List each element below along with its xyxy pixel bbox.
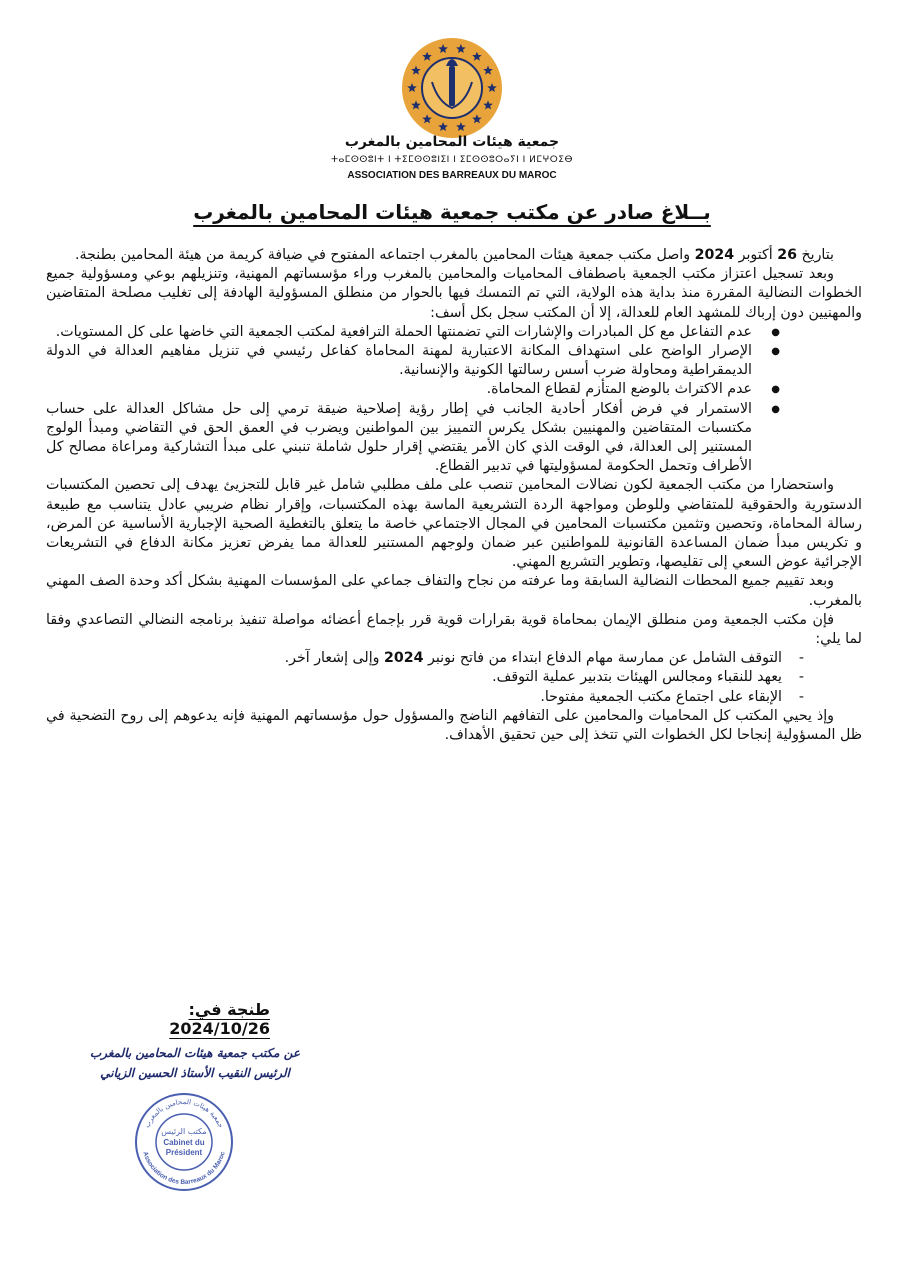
paragraph-intro — [46, 246, 862, 265]
decision-1-text-b: وإلى إشعار آخر. — [284, 650, 385, 667]
president-stamp — [132, 1090, 236, 1194]
paragraph-6: وإذ يحيي المكتب كل المحاميات والمحامين على التفافهم الناضج والمسؤول حول مؤسساتهم المهنية فإنه يدعوهم إلى روح التضحية في ظل المسؤولية إنجاحا لكل الخطوات التي تتخذ إلى حين تحقيق الأهداف. — [46, 707, 862, 744]
stamp-french-line-2: Président — [165, 1148, 203, 1157]
decision-list — [46, 649, 862, 707]
date-label: طنجة في: — [188, 1000, 270, 1019]
list-item: - الإبقاء على اجتماع مكتب الجمعية مفتوحا. — [46, 688, 862, 707]
date-line — [90, 1000, 270, 1038]
paragraph-3: واستحضارا من مكتب الجمعية لكون نضالات المحامين تنصب على ملف مطلبي شامل غير قابل للتجزيئ يهدف إلى تحصين المكتسبات الدستورية والحقوقية للمتقاضي وللوطن ومواجهة الردة التشريعية الماسة بهذه المكتسبات، وإقرار نظام ضريبي عادل يتناسب مع طبيعة رسالة المحاماة، وتحصين وتثمين مكتسبات المحامين في المجال الاجتماعي خاصة ما يتعلق بالتغطية الصحية الإجبارية الأساسية عن المرض، و تكريس مبدأ ضمان المساعدة القانونية للمواطنين عبر ضمان ولوجهم المستنير للعدالة مما يفرض تعزيز مكانة الدفاع في التشريعات الإجرائية عوض السعي إلى تقليصها، وتطوير التشريع المهني. — [46, 477, 862, 571]
intro-year: 2024 — [694, 247, 735, 263]
list-item: ● عدم التفاعل مع كل المبادرات والإشارات التي تضمنتها الحملة الترافعية لمكتب الجمعية التي خاضها على كل المستويات. — [46, 323, 862, 342]
decision-1-text-a: التوقف الشامل عن ممارسة مهام الدفاع ابتداء من فاتح نونبر — [423, 650, 782, 667]
list-item: ● الإصرار الواضح على استهداف المكانة الاعتبارية لمهنة المحاماة كفاعل رئيسي في تنزيل مفاهيم العدالة في الدولة الديمقراطية ومحاولة ضرب أسس رسالتها الكونية والإنسانية. — [46, 342, 862, 380]
list-item: ● عدم الاكتراث بالوضع المتأزم لقطاع المحاماة. — [46, 380, 862, 399]
logo-name-tifinagh: ⵜⴰⵎⵙⵙⵓⵏⵜ ⵏ ⵜⵉⵎⵙⵙⵓⵏⵉⵏ ⵏ ⵉⵎⵙⵙⵓⵔⴰⵢⵏ ⵏ ⵍⵎⵖⵔⵉⴱ — [331, 155, 573, 165]
intro-day: 26 — [777, 247, 797, 263]
list-item — [46, 649, 862, 668]
association-logo — [400, 36, 504, 140]
statement-body — [46, 246, 862, 745]
page-title: بــلاغ صادر عن مكتب جمعية هيئات المحامين بالمغرب — [193, 200, 711, 224]
paragraph-2: وبعد تسجيل اعتزاز مكتب الجمعية باصطفاف المحاميات والمحامين بالمغرب وراء مؤسساتهم المهنية، وتنزيلهم بوعي ومسؤولية جميع الخطوات النضالية المقررة منذ بداية هذه الولاية، التي تم التمسك فيها بالحوار من منطلق المسؤولية الهادفة إلى تغليب مصلحة المتقاضين والمهنيين دون إرباك للمشهد العام للعدالة، إلا أن المكتب سجل بكل أسف: — [46, 266, 862, 321]
logo-name-french: ASSOCIATION DES BARREAUX DU MAROC — [347, 170, 557, 181]
decision-1-year: 2024 — [384, 650, 424, 667]
logo-torch-icon — [449, 66, 455, 106]
stamp-ring-french: Association des Barreaux du Maroc — [141, 1150, 227, 1187]
paragraph-5: فإن مكتب الجمعية ومن منطلق الإيمان بمحاماة قوية بقرارات قوية قرر بإجماع أعضائه مواصلة تنفيذ برنامجه النضالي التصاعدي وفقا لما يلي: — [46, 611, 862, 648]
stamp-french-line-1: Cabinet du — [163, 1138, 205, 1147]
intro-text-a: بتاريخ — [796, 247, 834, 263]
list-item: - يعهد للنقباء ومجالس الهيئات بتدبير عملية التوقف. — [46, 668, 862, 687]
date-value: 2024/10/26 — [169, 1019, 270, 1038]
intro-text-b: أكتوبر — [734, 247, 778, 263]
paragraph-4: وبعد تقييم جميع المحطات النضالية السابقة وما عرفته من نجاح والتفاف جماعي على المؤسسات المهنية بشكل أكد وحدة الصف المهني بالمغرب. — [46, 573, 862, 609]
stamp-seal-icon — [132, 1090, 236, 1194]
logo-emblem-icon — [400, 36, 504, 140]
list-item: ● الاستمرار في فرض أفكار أحادية الجانب في إطار رؤية إصلاحية ضيقة ترمي إلى حل مشاكل العدالة على حساب مكتسبات المتقاضين والمهنيين بشكل يكرس التمييز بين المواطنين ويضرب في العمق الحق في التقاضي ومبدأ الولوج المستنير إلى العدالة، في الوقت الذي كان الأمر يقتضي إقرار حلول شاملة تنبني على مبدأ التشاركية ومراعاة مصالح كل الأطراف وتحمل الحكومة لمسؤوليتها في تدبير القطاع. — [46, 400, 862, 477]
intro-text-c: واصل مكتب جمعية هيئات المحامين بالمغرب اجتماعه المفتوح في ضيافة كريمة من هيئة المحامين بطنجة. — [75, 247, 695, 263]
grievance-list — [46, 323, 862, 477]
stamp-ring-arabic: جمعية هيئات المحامين بالمغرب — [143, 1097, 225, 1130]
logo-name-arabic: جمعية هيئات المحامين بالمغرب — [344, 134, 560, 150]
signature-line-1: عن مكتب جمعية هيئات المحامين بالمغرب — [89, 1046, 301, 1060]
stamp-arabic-title: مكتب الرئيس — [161, 1127, 207, 1136]
signature-line-2: الرئيس النقيب الأستاذ الحسين الزياني — [100, 1066, 290, 1080]
